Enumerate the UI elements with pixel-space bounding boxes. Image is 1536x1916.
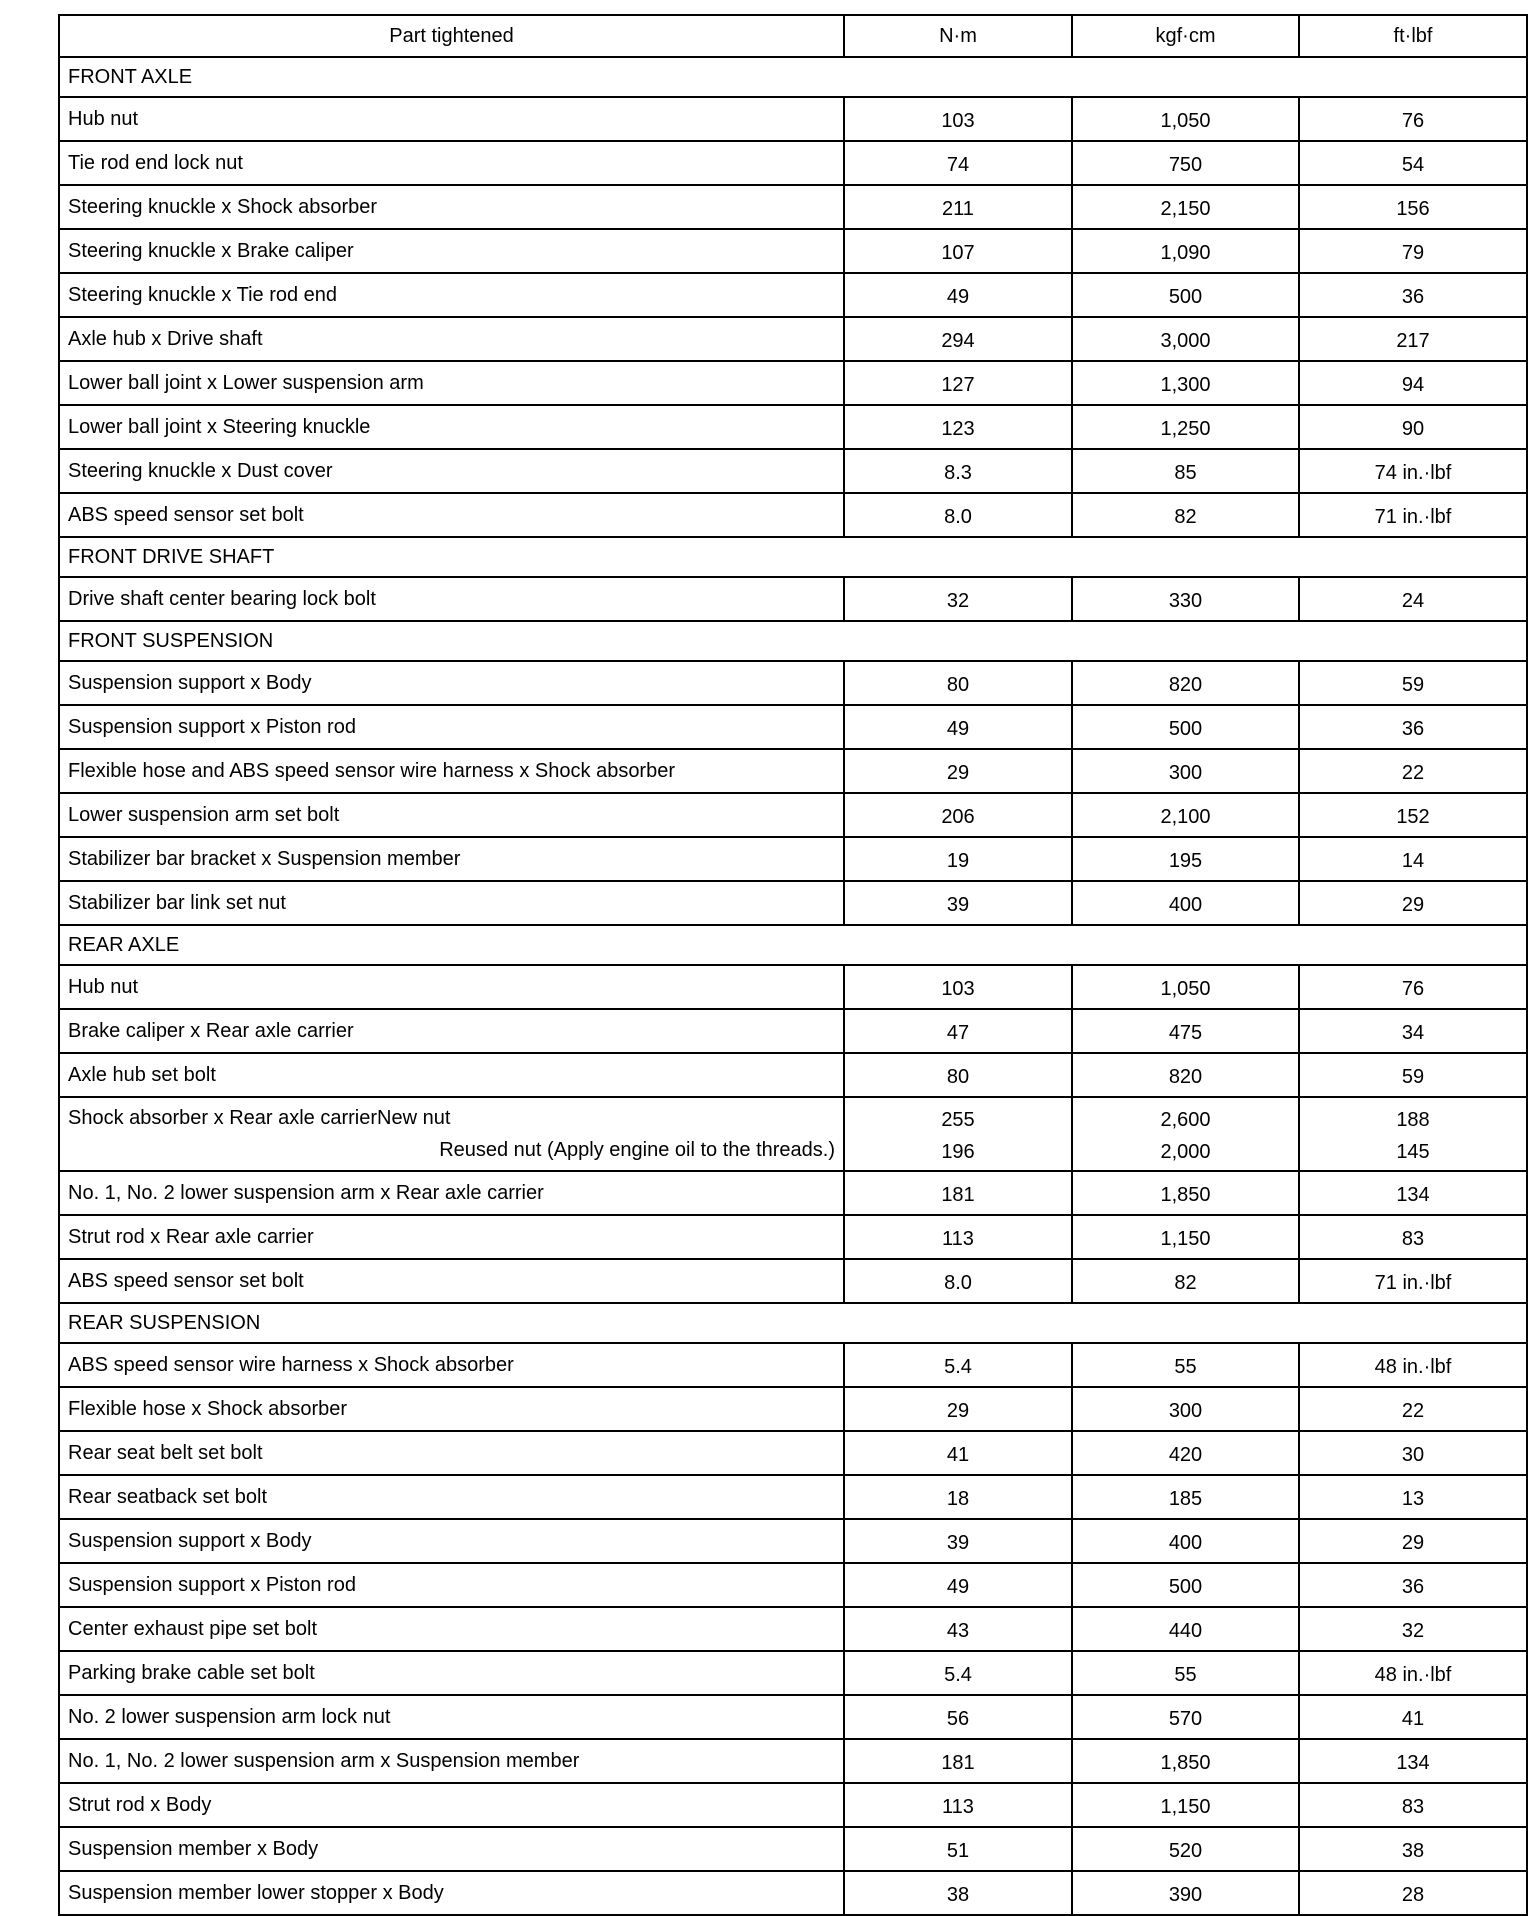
section-row	[59, 1303, 1527, 1343]
part-cell: Stabilizer bar bracket x Suspension member	[59, 837, 844, 881]
table-row	[59, 793, 1527, 837]
kgfcm-value: 820	[1072, 1053, 1299, 1097]
table-body	[59, 57, 1527, 1915]
kgfcm-value: 500	[1072, 705, 1299, 749]
nm-value: 56	[844, 1695, 1072, 1739]
nm-value: 113	[844, 1215, 1072, 1259]
ftlbf-value: 76	[1299, 965, 1527, 1009]
part-cell: Suspension support x Body	[59, 661, 844, 705]
ftlbf-value: 14	[1299, 837, 1527, 881]
table-row	[59, 661, 1527, 705]
ftlbf-value: 48 in.·lbf	[1299, 1343, 1527, 1387]
table-row	[59, 449, 1527, 493]
kgfcm-value: 195	[1072, 837, 1299, 881]
ftlbf-value: 71 in.·lbf	[1299, 1259, 1527, 1303]
section-title: REAR SUSPENSION	[59, 1303, 1527, 1343]
kgfcm-value: 2,150	[1072, 185, 1299, 229]
nm-value: 49	[844, 705, 1072, 749]
table-row	[59, 1097, 1527, 1171]
nm-value: 18	[844, 1475, 1072, 1519]
part-cell: Steering knuckle x Brake caliper	[59, 229, 844, 273]
part-cell	[59, 1097, 844, 1171]
table-row	[59, 1607, 1527, 1651]
section-title: FRONT DRIVE SHAFT	[59, 537, 1527, 577]
table-row	[59, 965, 1527, 1009]
kgfcm-value: 330	[1072, 577, 1299, 621]
table-row	[59, 1739, 1527, 1783]
nm-value: 41	[844, 1431, 1072, 1475]
ftlbf-value: 22	[1299, 749, 1527, 793]
table-row	[59, 1651, 1527, 1695]
ftlbf-value: 94	[1299, 361, 1527, 405]
ftlbf-value: 22	[1299, 1387, 1527, 1431]
nm-value: 29	[844, 749, 1072, 793]
kgfcm-value: 300	[1072, 749, 1299, 793]
kgfcm-value: 1,300	[1072, 361, 1299, 405]
ftlbf-value: 30	[1299, 1431, 1527, 1475]
part-line-2	[68, 1134, 835, 1166]
part-cell: Hub nut	[59, 97, 844, 141]
part-cell: Hub nut	[59, 965, 844, 1009]
part-cell: ABS speed sensor set bolt	[59, 1259, 844, 1303]
ftlbf-value: 48 in.·lbf	[1299, 1651, 1527, 1695]
ftlbf-value: 36	[1299, 705, 1527, 749]
section-title: REAR AXLE	[59, 925, 1527, 965]
nm-value: 103	[844, 97, 1072, 141]
nm-value: 123	[844, 405, 1072, 449]
part-cell: Center exhaust pipe set bolt	[59, 1607, 844, 1651]
table-row	[59, 141, 1527, 185]
kgfcm-value: 520	[1072, 1827, 1299, 1871]
table-row	[59, 1827, 1527, 1871]
part-cell: Suspension support x Piston rod	[59, 1563, 844, 1607]
table-row	[59, 1783, 1527, 1827]
kgfcm-value: 185	[1072, 1475, 1299, 1519]
kgfcm-value: 390	[1072, 1871, 1299, 1915]
ftlbf-value: 79	[1299, 229, 1527, 273]
nm-value: 294	[844, 317, 1072, 361]
table-row	[59, 1215, 1527, 1259]
part-cell: Suspension member x Body	[59, 1827, 844, 1871]
kgfcm-value: 475	[1072, 1009, 1299, 1053]
table-row	[59, 749, 1527, 793]
nm-value: 181	[844, 1171, 1072, 1215]
ftlbf-value: 36	[1299, 1563, 1527, 1607]
ftlbf-cell	[1299, 1097, 1527, 1171]
ftlbf-value: 134	[1299, 1171, 1527, 1215]
part-cell: No. 2 lower suspension arm lock nut	[59, 1695, 844, 1739]
ftlbf-value: 54	[1299, 141, 1527, 185]
section-row	[59, 57, 1527, 97]
ftlbf-value: 76	[1299, 97, 1527, 141]
part-cell: Lower ball joint x Lower suspension arm	[59, 361, 844, 405]
table-row	[59, 1563, 1527, 1607]
ftlbf-value: 29	[1299, 1519, 1527, 1563]
part-cell: Tie rod end lock nut	[59, 141, 844, 185]
ftlbf-value: 83	[1299, 1783, 1527, 1827]
table-row	[59, 1695, 1527, 1739]
kgfcm-cell	[1072, 1097, 1299, 1171]
part-cell: Steering knuckle x Shock absorber	[59, 185, 844, 229]
kgfcm-value: 85	[1072, 449, 1299, 493]
table-row	[59, 1343, 1527, 1387]
kgfcm-value: 440	[1072, 1607, 1299, 1651]
table-row	[59, 185, 1527, 229]
nm-value: 43	[844, 1607, 1072, 1651]
nm-value: 211	[844, 185, 1072, 229]
table-row	[59, 1519, 1527, 1563]
nm-value: 8.0	[844, 1259, 1072, 1303]
kgfcm-value: 1,090	[1072, 229, 1299, 273]
part-cell: Rear seat belt set bolt	[59, 1431, 844, 1475]
part-cell: Stabilizer bar link set nut	[59, 881, 844, 925]
part-cell: Steering knuckle x Dust cover	[59, 449, 844, 493]
part-cell: Suspension member lower stopper x Body	[59, 1871, 844, 1915]
ftlbf-value: 188	[1396, 1109, 1430, 1131]
kgfcm-value: 500	[1072, 273, 1299, 317]
part-cell: Axle hub x Drive shaft	[59, 317, 844, 361]
ftlbf-value: 32	[1299, 1607, 1527, 1651]
part-cell: Brake caliper x Rear axle carrier	[59, 1009, 844, 1053]
part-cell: No. 1, No. 2 lower suspension arm x Suspension member	[59, 1739, 844, 1783]
part-cell: Suspension support x Body	[59, 1519, 844, 1563]
table-row	[59, 1387, 1527, 1431]
table-row	[59, 273, 1527, 317]
nm-value: 8.0	[844, 493, 1072, 537]
kgfcm-value: 750	[1072, 141, 1299, 185]
part-cell: ABS speed sensor wire harness x Shock absorber	[59, 1343, 844, 1387]
nm-value: 181	[844, 1739, 1072, 1783]
ftlbf-value: 74 in.·lbf	[1299, 449, 1527, 493]
ftlbf-value: 90	[1299, 405, 1527, 449]
table-row	[59, 1009, 1527, 1053]
part-cell: Parking brake cable set bolt	[59, 1651, 844, 1695]
ftlbf-value: 29	[1299, 881, 1527, 925]
part-cell: Flexible hose x Shock absorber	[59, 1387, 844, 1431]
kgfcm-value: 2,100	[1072, 793, 1299, 837]
table-row	[59, 361, 1527, 405]
part-cell: Strut rod x Rear axle carrier	[59, 1215, 844, 1259]
part-cell: Steering knuckle x Tie rod end	[59, 273, 844, 317]
nm-value-2: 196	[941, 1141, 975, 1163]
ftlbf-value: 13	[1299, 1475, 1527, 1519]
ftlbf-value: 134	[1299, 1739, 1527, 1783]
kgfcm-value: 820	[1072, 661, 1299, 705]
part-variant-new: New nut	[377, 1107, 451, 1129]
nm-value: 5.4	[844, 1651, 1072, 1695]
nm-value: 80	[844, 661, 1072, 705]
table-row	[59, 1259, 1527, 1303]
table-row	[59, 405, 1527, 449]
section-row	[59, 621, 1527, 661]
table-row	[59, 97, 1527, 141]
kgfcm-value: 1,250	[1072, 405, 1299, 449]
section-row	[59, 537, 1527, 577]
part-line-1	[68, 1102, 835, 1134]
torque-spec-table	[58, 14, 1528, 1916]
ftlbf-value: 71 in.·lbf	[1299, 493, 1527, 537]
kgfcm-value: 1,150	[1072, 1215, 1299, 1259]
kgfcm-value: 570	[1072, 1695, 1299, 1739]
ftlbf-value: 59	[1299, 661, 1527, 705]
part-variant-reused: Reused nut (Apply engine oil to the threads.)	[439, 1139, 835, 1161]
table-row	[59, 317, 1527, 361]
nm-value: 74	[844, 141, 1072, 185]
kgfcm-value: 400	[1072, 881, 1299, 925]
nm-value: 80	[844, 1053, 1072, 1097]
kgfcm-value: 1,850	[1072, 1171, 1299, 1215]
part-cell: Axle hub set bolt	[59, 1053, 844, 1097]
part-cell: Lower suspension arm set bolt	[59, 793, 844, 837]
section-row	[59, 925, 1527, 965]
header-kgfcm: kgf·cm	[1072, 15, 1299, 57]
ftlbf-value: 156	[1299, 185, 1527, 229]
kgfcm-value: 2,600	[1160, 1109, 1211, 1131]
nm-value: 39	[844, 881, 1072, 925]
part-cell: Flexible hose and ABS speed sensor wire harness x Shock absorber	[59, 749, 844, 793]
ftlbf-value: 38	[1299, 1827, 1527, 1871]
header-part: Part tightened	[59, 15, 844, 57]
table-row	[59, 493, 1527, 537]
part-cell: Suspension support x Piston rod	[59, 705, 844, 749]
nm-value: 47	[844, 1009, 1072, 1053]
ftlbf-value: 28	[1299, 1871, 1527, 1915]
nm-value: 255	[941, 1109, 975, 1131]
table-row	[59, 1871, 1527, 1915]
kgfcm-value: 1,150	[1072, 1783, 1299, 1827]
kgfcm-value: 420	[1072, 1431, 1299, 1475]
header-nm: N·m	[844, 15, 1072, 57]
ftlbf-value: 217	[1299, 317, 1527, 361]
nm-value: 39	[844, 1519, 1072, 1563]
table-row	[59, 577, 1527, 621]
ftlbf-value: 41	[1299, 1695, 1527, 1739]
header-ftlbf: ft·lbf	[1299, 15, 1527, 57]
kgfcm-value: 55	[1072, 1651, 1299, 1695]
nm-cell	[844, 1097, 1072, 1171]
part-cell: Drive shaft center bearing lock bolt	[59, 577, 844, 621]
table-row	[59, 1431, 1527, 1475]
table-row	[59, 1171, 1527, 1215]
nm-value: 113	[844, 1783, 1072, 1827]
nm-value: 32	[844, 577, 1072, 621]
ftlbf-value: 36	[1299, 273, 1527, 317]
nm-value: 29	[844, 1387, 1072, 1431]
kgfcm-value-2: 2,000	[1160, 1141, 1211, 1163]
kgfcm-value: 400	[1072, 1519, 1299, 1563]
nm-value: 103	[844, 965, 1072, 1009]
ftlbf-value: 152	[1299, 793, 1527, 837]
table-row	[59, 837, 1527, 881]
nm-value: 19	[844, 837, 1072, 881]
kgfcm-value: 1,050	[1072, 97, 1299, 141]
part-cell: Strut rod x Body	[59, 1783, 844, 1827]
nm-value: 49	[844, 1563, 1072, 1607]
ftlbf-value: 34	[1299, 1009, 1527, 1053]
nm-value: 49	[844, 273, 1072, 317]
nm-value: 107	[844, 229, 1072, 273]
kgfcm-value: 55	[1072, 1343, 1299, 1387]
section-title: FRONT SUSPENSION	[59, 621, 1527, 661]
nm-value: 51	[844, 1827, 1072, 1871]
kgfcm-value: 500	[1072, 1563, 1299, 1607]
part-cell: Lower ball joint x Steering knuckle	[59, 405, 844, 449]
kgfcm-value: 1,850	[1072, 1739, 1299, 1783]
nm-value: 5.4	[844, 1343, 1072, 1387]
table-row	[59, 705, 1527, 749]
kgfcm-value: 1,050	[1072, 965, 1299, 1009]
header-row	[59, 15, 1527, 57]
section-title: FRONT AXLE	[59, 57, 1527, 97]
part-cell: No. 1, No. 2 lower suspension arm x Rear axle carrier	[59, 1171, 844, 1215]
ftlbf-value-2: 145	[1396, 1141, 1430, 1163]
nm-value: 127	[844, 361, 1072, 405]
kgfcm-value: 300	[1072, 1387, 1299, 1431]
kgfcm-value: 82	[1072, 1259, 1299, 1303]
table-row	[59, 1053, 1527, 1097]
part-cell: ABS speed sensor set bolt	[59, 493, 844, 537]
kgfcm-value: 82	[1072, 493, 1299, 537]
kgfcm-value: 3,000	[1072, 317, 1299, 361]
part-cell: Rear seatback set bolt	[59, 1475, 844, 1519]
ftlbf-value: 59	[1299, 1053, 1527, 1097]
table-row	[59, 881, 1527, 925]
nm-value: 8.3	[844, 449, 1072, 493]
nm-value: 206	[844, 793, 1072, 837]
nm-value: 38	[844, 1871, 1072, 1915]
part-name: Shock absorber x Rear axle carrier	[68, 1107, 378, 1129]
ftlbf-value: 24	[1299, 577, 1527, 621]
ftlbf-value: 83	[1299, 1215, 1527, 1259]
table-row	[59, 229, 1527, 273]
table-row	[59, 1475, 1527, 1519]
